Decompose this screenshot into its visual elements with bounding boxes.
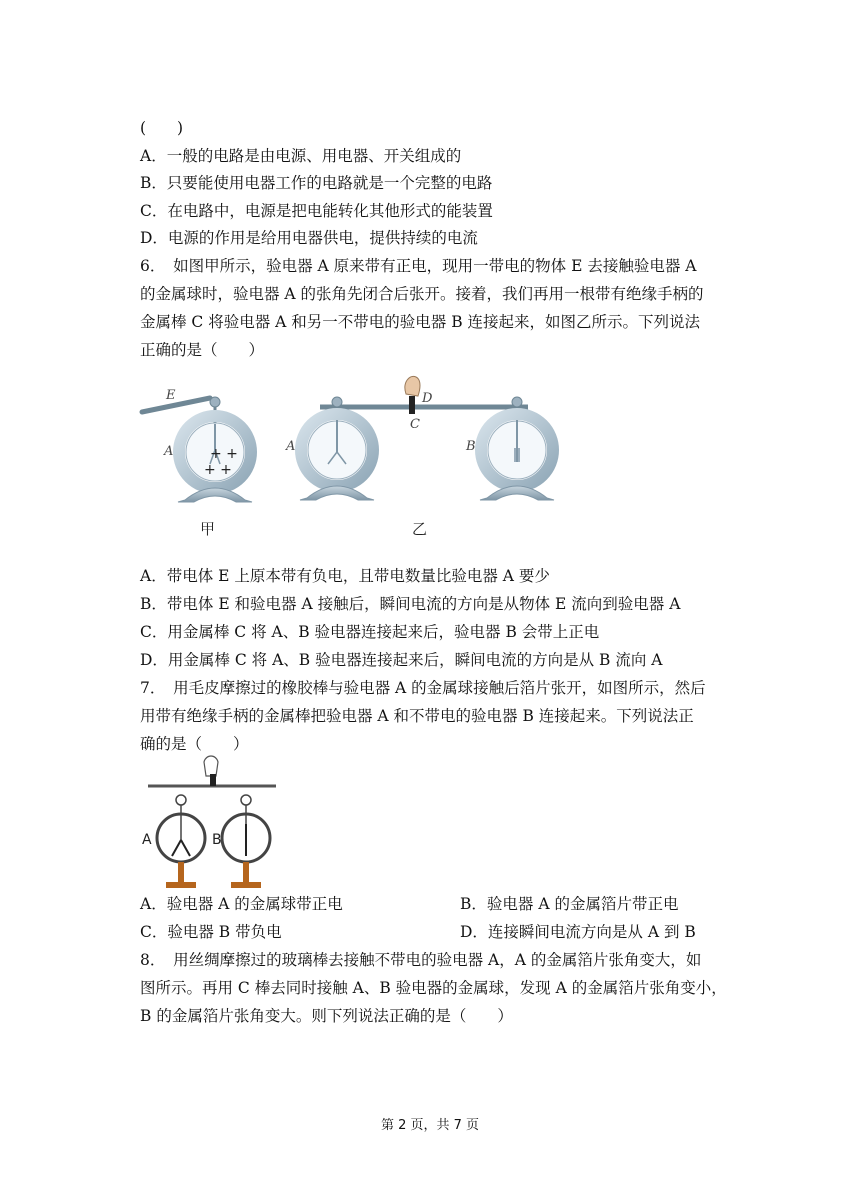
- caption-yi: 乙: [412, 520, 428, 538]
- label-c: C: [410, 417, 420, 432]
- plus-signs-upper: + +: [210, 446, 238, 462]
- q6-option-d: D．用金属棒 C 将 A、B 验电器连接起来后，瞬间电流的方向是从 B 流向 A: [140, 651, 663, 669]
- q5-option-a: A．一般的电路是由电源、用电器、开关组成的: [140, 147, 462, 165]
- label-e: E: [166, 388, 176, 403]
- q6-stem-line-1: 6． 如图甲所示，验电器 A 原来带有正电，现用一带电的物体 E 去接触验电器 A: [140, 257, 697, 275]
- q6-option-b: B．带电体 E 和验电器 A 接触后，瞬间电流的方向是从物体 E 流向到验电器 A: [140, 595, 681, 613]
- q7-stem-line-1: 7． 用毛皮摩擦过的橡胶棒与验电器 A 的金属球接触后箔片张开，如图所示，然后: [140, 679, 706, 697]
- caption-jia: 甲: [200, 520, 216, 538]
- q7-stem-line-3: 确的是（ ）: [140, 735, 249, 753]
- q7-stem-line-2: 用带有绝缘手柄的金属棒把验电器 A 和不带电的验电器 B 连接起来。下列说法正: [140, 707, 694, 725]
- page-footer: 第 2 页，共 7 页: [380, 1118, 480, 1133]
- q7-option-b: B．验电器 A 的金属箔片带正电: [460, 895, 679, 913]
- q7-option-d: D．连接瞬间电流方向是从 A 到 B: [460, 923, 696, 941]
- q8-stem-line-1: 8． 用丝绸摩擦过的玻璃棒去接触不带电的验电器 A，A 的金属箔片张角变大，如: [140, 951, 702, 969]
- q5-answer-bracket: ( ): [140, 119, 184, 137]
- q6-stem-line-4: 正确的是（ ）: [140, 341, 265, 359]
- q7-figure: [136, 752, 286, 892]
- q6-figure: [130, 372, 580, 547]
- q6-option-a: A．带电体 E 上原本带有负电，且带电数量比验电器 A 要少: [140, 567, 550, 585]
- q6-stem-line-2: 的金属球时，验电器 A 的张角先闭合后张开。接着，我们再用一根带有绝缘手柄的: [140, 285, 704, 303]
- electroscope-yi: [285, 376, 554, 500]
- plus-signs-lower: + +: [204, 462, 232, 478]
- q8-stem-line-2: 图所示。再用 C 棒去同时接触 A、B 验电器的金属球，发现 A 的金属箔片张角变小，: [140, 979, 727, 997]
- q5-option-b: B．只要能使用电器工作的电路就是一个完整的电路: [140, 174, 493, 192]
- label-d: D: [422, 391, 433, 406]
- label-a-jia: A: [164, 444, 174, 459]
- label-b-yi: B: [466, 439, 476, 454]
- q5-option-c: C．在电路中，电源是把电能转化其他形式的能装置: [140, 202, 493, 220]
- q8-stem-line-3: B 的金属箔片张角变大。则下列说法正确的是（ ）: [140, 1007, 513, 1025]
- q7-label-b: B: [212, 832, 222, 848]
- q7-option-c: C．验电器 B 带负电: [140, 923, 282, 941]
- q6-option-c: C．用金属棒 C 将 A、B 验电器连接起来后，验电器 B 会带上正电: [140, 623, 600, 641]
- q7-label-a: A: [142, 832, 152, 848]
- q6-stem-line-3: 金属棒 C 将验电器 A 和另一不带电的验电器 B 连接起来，如图乙所示。下列说法: [140, 313, 701, 331]
- q7-option-a: A．验电器 A 的金属球带正电: [140, 895, 343, 913]
- electroscope-jia: [142, 388, 252, 502]
- label-a-yi: A: [286, 439, 296, 454]
- q5-option-d: D．电源的作用是给用电器供电，提供持续的电流: [140, 229, 478, 247]
